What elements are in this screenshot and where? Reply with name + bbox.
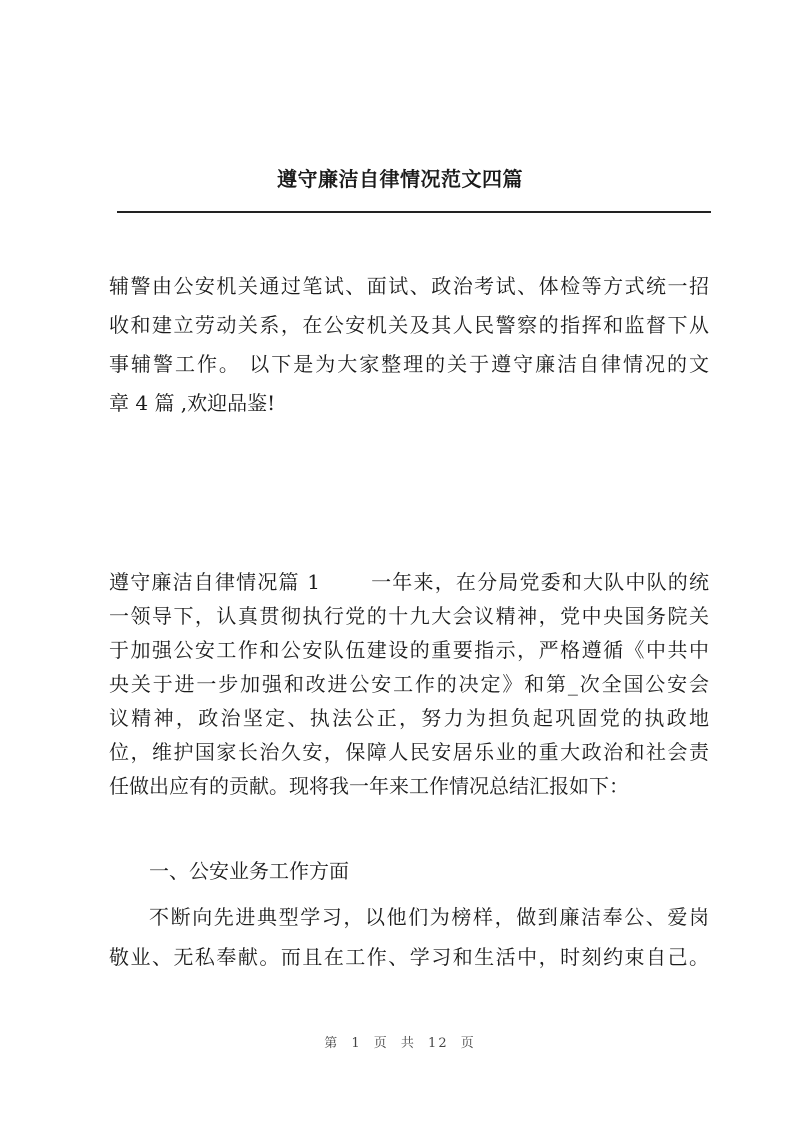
intro-line: 事辅警工作。 以下是为大家整理的关于遵守廉洁自律情况的文 — [109, 352, 709, 376]
paragraph-2-line: 敬业、无私奉献。而且在工作、学习和生活中，时刻约束自己。 — [109, 945, 709, 969]
intro-line: 章 4 篇 ,欢迎品鉴! — [109, 391, 276, 415]
section-1-line: 一领导下，认真贯彻执行党的十九大会议精神，党中央国务院关 — [109, 604, 709, 628]
page-footer: 第 1 页 共 12 页 — [324, 1036, 476, 1051]
paragraph-2-line: 不断向先进典型学习，以他们为榜样，做到廉洁奉公、爱岗 — [149, 905, 709, 929]
intro-line: 辅警由公安机关通过笔试、面试、政治考试、体检等方式统一招 — [109, 274, 709, 298]
section-1-line: 于加强公安工作和公安队伍建设的重要指示，严格遵循《中共中 — [109, 638, 709, 662]
section-1-line: 央关于进一步加强和改进公安工作的决定》和第_次全国公安会 — [109, 672, 709, 696]
document-title: 遵守廉洁自律情况范文四篇 — [277, 167, 523, 191]
section-heading: 一、公安业务工作方面 — [149, 859, 349, 883]
intro-line: 收和建立劳动关系，在公安机关及其人民警察的指挥和监督下从 — [109, 313, 709, 337]
section-1-line: 遵守廉洁自律情况篇 1 一年来，在分局党委和大队中队的统 — [109, 570, 709, 594]
section-1-paragraph — [109, 566, 709, 802]
intro-paragraph — [109, 270, 709, 419]
section-1-line: 位，维护国家长治久安，保障人民安居乐业的重大政治和社会责 — [109, 740, 709, 764]
section-1-line: 议精神，政治坚定、执法公正，努力为担负起巩固党的执政地 — [109, 706, 709, 730]
section-1-line: 任做出应有的贡献。现将我一年来工作情况总结汇报如下： — [109, 774, 629, 798]
paragraph-2 — [109, 901, 709, 973]
title-underline — [117, 211, 711, 213]
